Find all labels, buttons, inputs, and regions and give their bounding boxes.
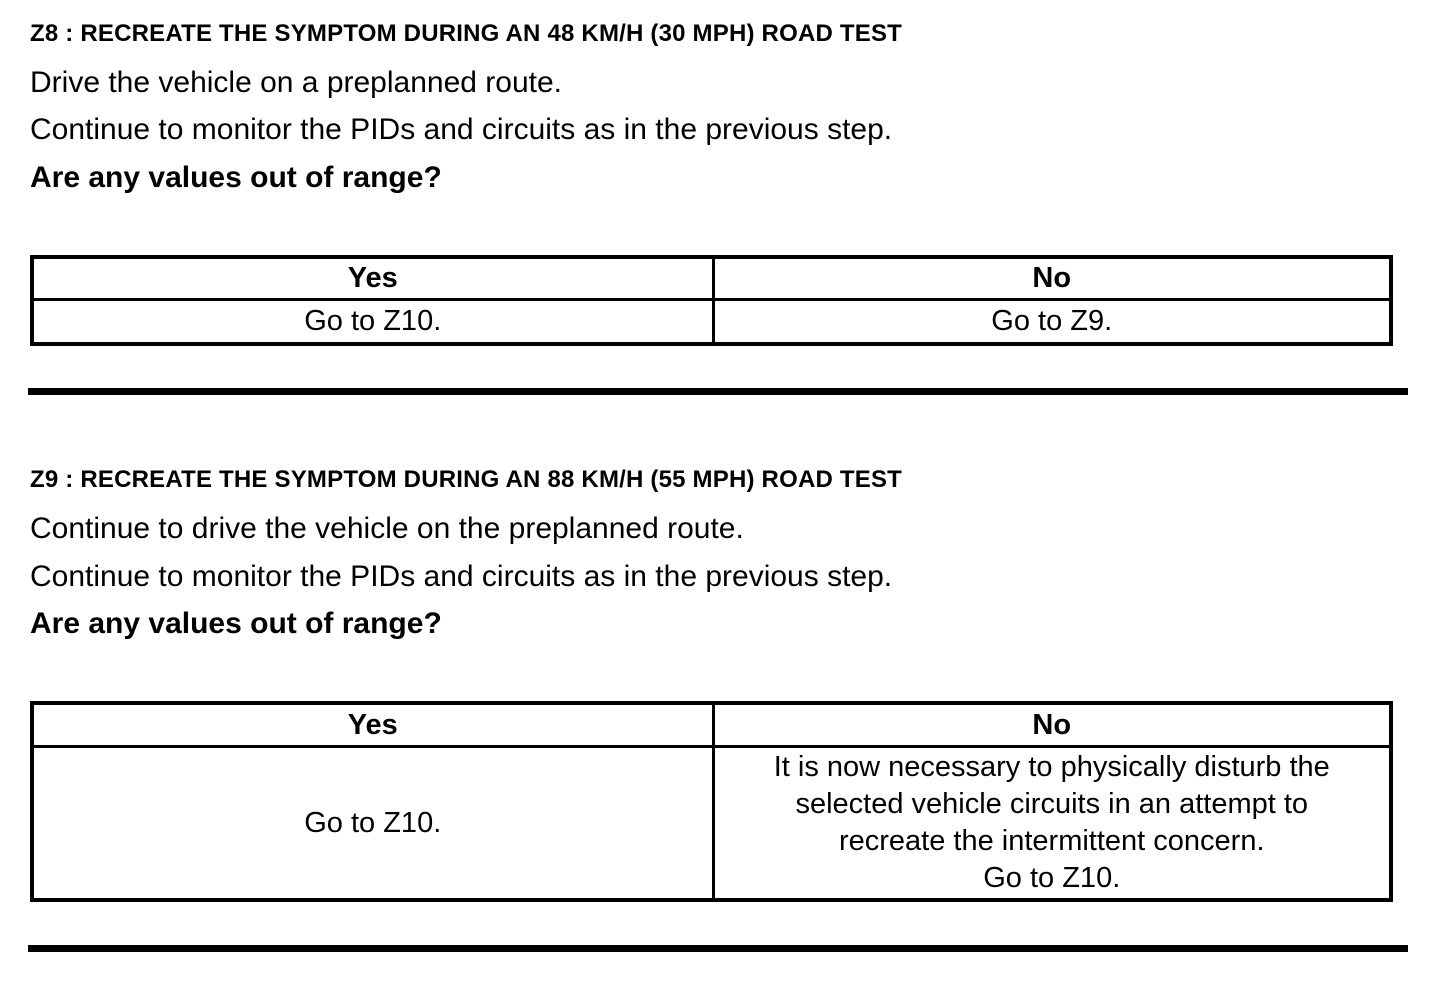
question-line: Are any values out of range? — [30, 161, 442, 194]
yes-action-cell: Go to Z10. — [304, 806, 442, 839]
table-header-row — [34, 705, 1389, 748]
no-action-goto-line: Go to Z10. — [983, 862, 1121, 894]
table-body-row — [34, 301, 1389, 342]
no-action-text-line: selected vehicle circuits in an attempt to — [795, 788, 1309, 820]
yes-column-header: Yes — [347, 262, 398, 294]
decision-table-z9 — [30, 701, 1393, 902]
decision-table-z8 — [30, 255, 1393, 346]
no-action-text-line: recreate the intermittent concern. — [838, 825, 1265, 857]
no-action-cell: Go to Z9. — [712, 301, 1390, 342]
no-action-text-line: It is now necessary to physically disturb the — [773, 751, 1330, 783]
yes-action-cell: Go to Z10. — [304, 305, 442, 337]
step-z9-heading: Z9 : RECREATE THE SYMPTOM DURING AN 88 KM/H (55 MPH) ROAD TEST — [30, 466, 903, 493]
step-z8-heading: Z8 : RECREATE THE SYMPTOM DURING AN 48 KM/H (30 MPH) ROAD TEST — [30, 20, 903, 47]
instruction-line: Continue to drive the vehicle on the preplanned route. — [30, 512, 744, 545]
instruction-line: Continue to monitor the PIDs and circuits as in the previous step. — [30, 560, 893, 593]
section-divider — [28, 945, 1408, 952]
table-header-row — [34, 259, 1389, 301]
no-action-cell — [712, 748, 1390, 898]
instruction-line: Drive the vehicle on a preplanned route. — [30, 66, 563, 99]
table-body-row — [34, 748, 1389, 898]
section-divider — [28, 388, 1408, 395]
question-line: Are any values out of range? — [30, 607, 442, 640]
no-column-header: No — [712, 705, 1390, 745]
instruction-line: Continue to monitor the PIDs and circuits as in the previous step. — [30, 113, 893, 146]
yes-column-header: Yes — [347, 708, 398, 741]
no-column-header: No — [712, 259, 1390, 298]
